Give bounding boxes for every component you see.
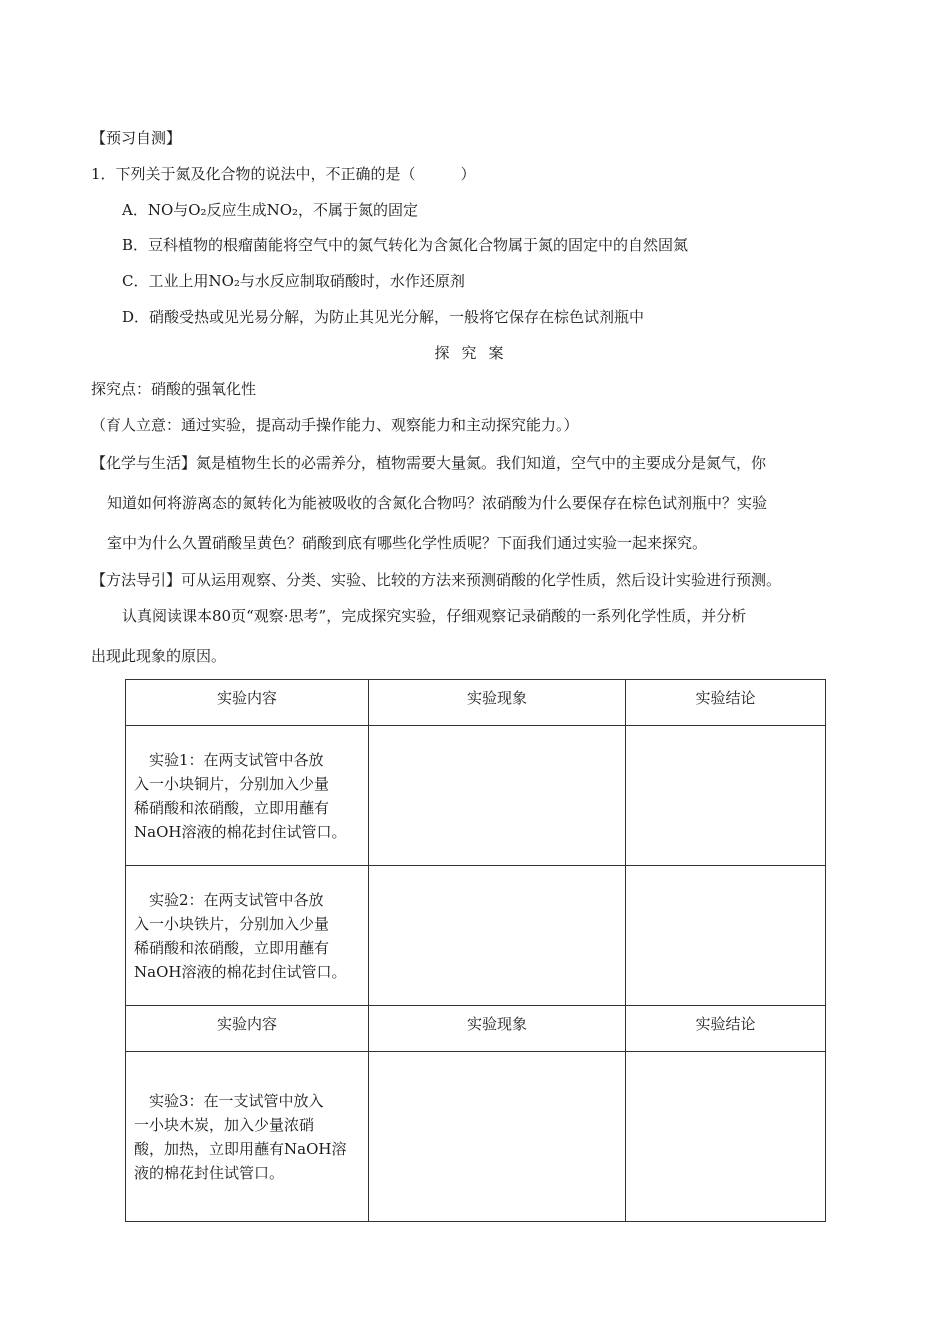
- experiment-3-conclusion[interactable]: [626, 1052, 826, 1222]
- experiment-2-content: 实验2：在两支试管中各放 入一小块铁片，分别加入少量 稀硝酸和浓硝酸，立即用蘸有 NaOH溶液的棉花封住试管口。: [126, 866, 369, 1006]
- experiment-3-content: 实验3：在一支试管中放入 一小块木炭，加入少量浓硝 酸，加热，立即用蘸有NaOH溶 液的棉花封住试管口。: [126, 1052, 369, 1222]
- option-b: B．豆科植物的根瘤菌能将空气中的氮气转化为含氮化合物属于氮的固定中的自然固氮: [122, 236, 689, 254]
- option-c: C．工业上用NO₂与水反应制取硝酸时，水作还原剂: [122, 272, 465, 290]
- education-intent: （育人立意：通过实验，提高动手操作能力、观察能力和主动探究能力。）: [91, 416, 579, 434]
- table-row: [126, 866, 826, 1006]
- option-a: A．NO与O₂反应生成NO₂，不属于氮的固定: [122, 201, 419, 219]
- experiment-3-phenomenon[interactable]: [369, 1052, 626, 1222]
- header-conclusion-2: 实验结论: [626, 1006, 826, 1052]
- reading-line-1: 认真阅读课本80页“观察·思考”，完成探究实验，仔细观察记录硝酸的一系列化学性质，并分析: [122, 607, 747, 625]
- experiment-table: [125, 679, 826, 1222]
- table-row: [126, 1052, 826, 1222]
- reading-line-2: 出现此现象的原因。: [91, 647, 227, 665]
- question-text: 1．下列关于氮及化合物的说法中，不正确的是（ ）: [91, 165, 476, 183]
- experiment-1-conclusion[interactable]: [626, 726, 826, 866]
- header-phenomenon-2: 实验现象: [369, 1006, 626, 1052]
- experiment-2-conclusion[interactable]: [626, 866, 826, 1006]
- chem-life-line-3: 室中为什么久置硝酸呈黄色？硝酸到底有哪些化学性质呢？下面我们通过实验一起来探究。: [107, 534, 708, 552]
- experiment-1-content: 实验1：在两支试管中各放 入一小块铜片，分别加入少量 稀硝酸和浓硝酸，立即用蘸有 NaOH溶液的棉花封住试管口。: [126, 726, 369, 866]
- option-d: D．硝酸受热或见光易分解，为防止其见光分解，一般将它保存在棕色试剂瓶中: [122, 308, 645, 326]
- experiment-2-phenomenon[interactable]: [369, 866, 626, 1006]
- section-title: 探究案: [434, 344, 516, 362]
- inquiry-point: 探究点：硝酸的强氧化性: [91, 380, 257, 398]
- preview-heading: 【预习自测】: [91, 129, 182, 147]
- chem-life-line-2: 知道如何将游离态的氮转化为能被吸收的含氮化合物吗？浓硝酸为什么要保存在棕色试剂瓶中？实验: [107, 494, 768, 512]
- experiment-1-phenomenon[interactable]: [369, 726, 626, 866]
- header-conclusion: 实验结论: [626, 680, 826, 726]
- header-content-2: 实验内容: [126, 1006, 369, 1052]
- table-row: [126, 726, 826, 866]
- table-header-row-2: [126, 1006, 826, 1052]
- chem-life-line-1: 【化学与生活】氮是植物生长的必需养分，植物需要大量氮。我们知道，空气中的主要成分是氮气，你: [91, 454, 767, 472]
- header-phenomenon: 实验现象: [369, 680, 626, 726]
- header-content: 实验内容: [126, 680, 369, 726]
- method-guide: 【方法导引】可从运用观察、分类、实验、比较的方法来预测硝酸的化学性质，然后设计实验进行预测。: [91, 571, 782, 589]
- table-header-row: [126, 680, 826, 726]
